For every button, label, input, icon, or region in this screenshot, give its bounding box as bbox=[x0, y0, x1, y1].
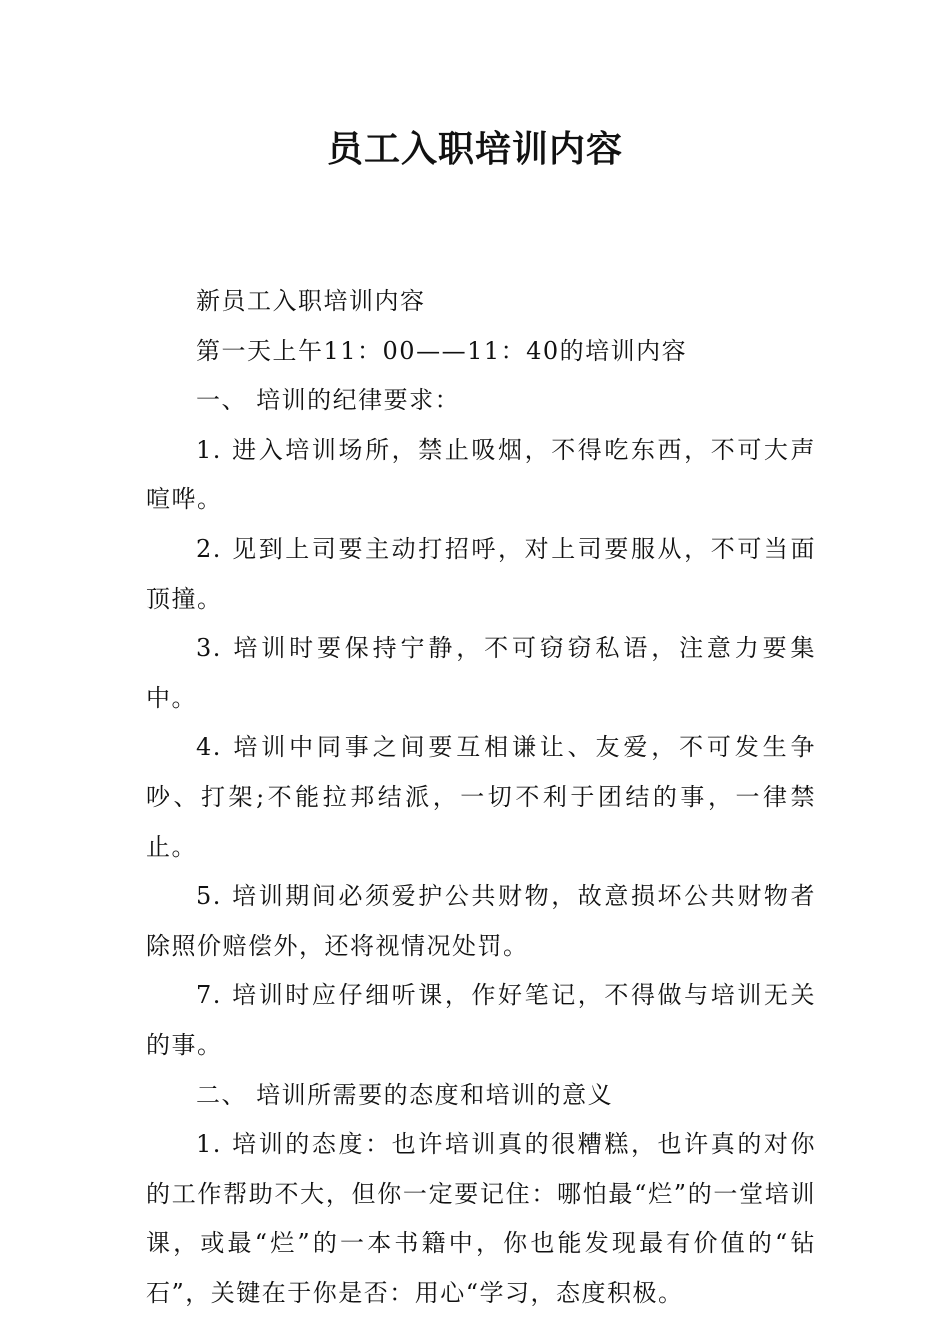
paragraph-subtitle: 新员工入职培训内容 bbox=[196, 287, 426, 315]
list-item-rule-7: 7. 培训时应仔细听课，作好笔记，不得做与培训无关的事。 bbox=[146, 981, 816, 1059]
list-item-rule-2: 2. 见到上司要主动打招呼，对上司要服从，不可当面顶撞。 bbox=[146, 534, 816, 613]
list-item-rule-3: 3. 培训时要保持宁静，不可窃窃私语，注意力要集中。 bbox=[146, 634, 816, 712]
section-heading-discipline: 一、 培训的纪律要求： bbox=[196, 386, 461, 415]
list-item-rule-1: 1. 进入培训场所，禁止吸烟，不得吃东西，不可大声喧哗。 bbox=[146, 435, 816, 514]
document-title: 员工入职培训内容 bbox=[326, 129, 623, 170]
list-item-rule-5: 5. 培训期间必须爱护公共财物，故意损坏公共财物者除照价赔偿外，还将视情况处罚。 bbox=[146, 882, 816, 960]
list-item-attitude-1: 1. 培训的态度：也许培训真的很糟糕，也许真的对你的工作帮助不大，但你一定要记住：哪怕最“烂”的一堂培训课，或最“烂”的一本书籍中，你也能发现最有价值的“钻石”，关键在于你是否：用心“学习，态度积极。 bbox=[146, 1130, 816, 1307]
paragraph-schedule: 第一天上午11：00——11：40的培训内容 bbox=[196, 336, 688, 365]
document-body bbox=[146, 277, 816, 1318]
section-heading-attitude: 二、 培训所需要的态度和培训的意义 bbox=[196, 1080, 614, 1109]
list-item-rule-4: 4. 培训中同事之间要互相谦让、友爱，不可发生争吵、打架;不能拉邦结派，一切不利于团结的事，一律禁止。 bbox=[146, 733, 816, 861]
